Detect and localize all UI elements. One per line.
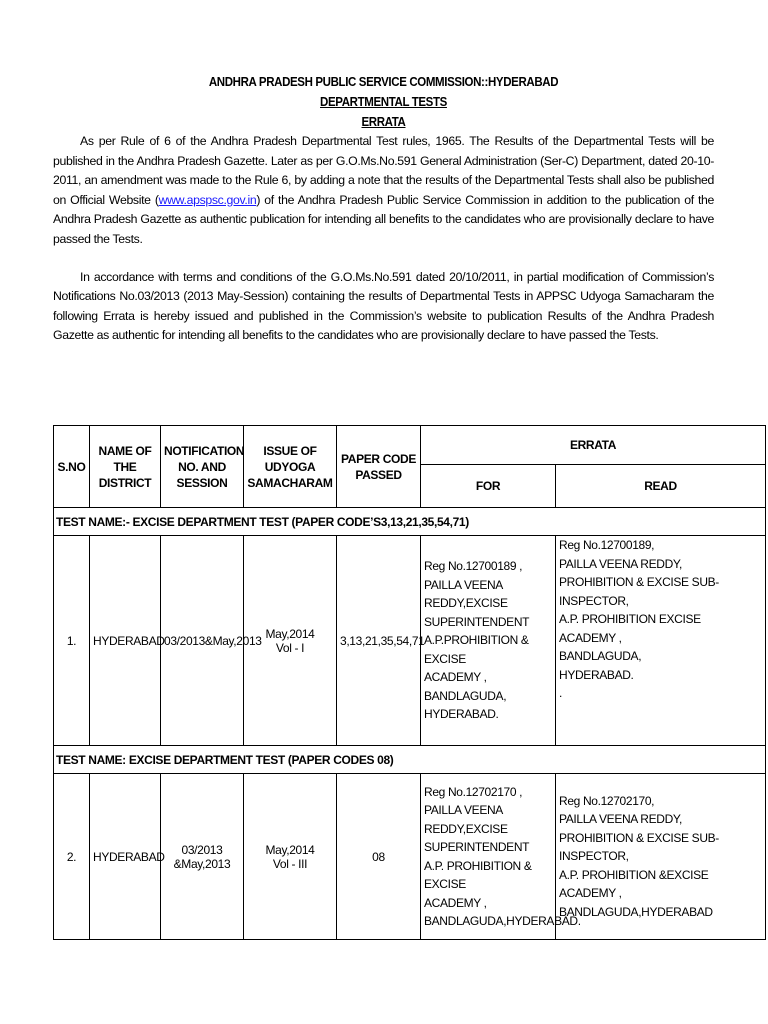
row2-for-line: BANDLAGUDA,HYDERABAD. [424,914,581,928]
col-header-district: NAME OF THE DISTRICT [90,426,161,508]
row2-paper-code: 08 [337,774,421,940]
row1-read-line: INSPECTOR, [559,593,629,608]
row2-read-line: INSPECTOR, [559,849,629,864]
paragraph-rule6 [53,132,714,250]
row1-for-line: SUPERINTENDENT [424,614,530,629]
row2-read [556,774,766,940]
test-name-1: TEST NAME:- EXCISE DEPARTMENT TEST (PAPER CODE’S3,13,21,35,54,71) [54,508,766,536]
row2-for-line: ACADEMY , [424,895,487,910]
paragraph-go591 [53,268,714,346]
row2-for-line: SUPERINTENDENT [424,840,530,854]
row2-for [421,774,581,940]
col-header-sno: S.NO [54,426,90,508]
row1-district: HYDERABAD [90,536,161,746]
row2-sno: 2. [54,774,90,940]
row1-for-line: Reg No.12700189 , [424,559,523,574]
row1-for [421,536,556,746]
row1-paper-code: 3,13,21,35,54,71 [337,536,421,746]
org-title: ANDHRA PRADESH PUBLIC SERVICE COMMISSION::HYDERABAD [208,75,559,89]
test-name-2: TEST NAME: EXCISE DEPARTMENT TEST (PAPER CODES 08) [54,746,766,774]
row2-for-line: A.P. PROHIBITION & EXCISE [424,858,532,891]
row2-read-line: BANDLAGUDA,HYDERABAD [559,904,713,919]
row1-issue-line1: May,2014 [265,626,315,641]
col-header-issue: ISSUE OF UDYOGA SAMACHARAM [244,426,337,508]
row1-read [556,536,766,746]
col-header-notification: NOTIFICATION NO. AND SESSION [161,426,244,508]
section-row [54,746,766,774]
row1-issue-line2: Vol - I [275,640,305,655]
table-row [54,536,766,746]
row1-for-line: REDDY,EXCISE [424,596,508,611]
row1-read-line: PROHIBITION & EXCISE SUB- [559,575,719,589]
row1-for-line: BANDLAGUDA, [424,688,507,703]
document-page [53,72,714,346]
row1-sno: 1. [54,536,90,746]
row2-notification [161,774,244,940]
row1-read-line: ACADEMY , [559,630,622,645]
table-row [54,774,766,940]
col-header-for: FOR [421,465,556,508]
row2-issue-line2: Vol - III [272,856,308,871]
paragraph-go591-text: In accordance with terms and conditions of the G.O.Ms.No.591 dated 20/10/2011, in partial modification of Commission’s Notifications No.03/2013 (2013 May-Session) containing the results of Departmental Tests in APPSC Udyoga Samacharam the following Errata is hereby issued and published in the Commission’s website to publication Results of the Andhra Pradesh Gazette as authentic for intending all benefits to the candidates who are provisionally declare to have passed the Tests. [53,269,714,343]
row2-read-line: A.P. PROHIBITION &EXCISE [559,867,709,882]
col-header-read: READ [556,465,766,508]
row2-for-line: REDDY,EXCISE [424,821,508,836]
row2-read-line: ACADEMY , [559,886,622,901]
col-header-errata: ERRATA [421,426,766,465]
doc-type: ERRATA [361,115,406,129]
row1-read-line: HYDERABAD. [559,667,634,682]
paragraph-rule6-text-a: As per Rule of 6 of the Andhra Pradesh Departmental Test rules, 1965. The Results of the Departmental Tests will be published in the Andhra Pradesh Gazette. Later as per G.O.Ms.No.591 General Administration (Ser-C) Department, dated 20-10-2011, an amendment was made to the Rule 6, by adding a note that the results of the Departmental Tests shall also be published on Official Website ( [53,134,714,207]
row2-read-line: PAILLA VEENA REDDY, [559,812,682,827]
errata-table [53,425,766,940]
col-header-paper-code: PAPER CODE PASSED [337,426,421,508]
row2-for-line: Reg No.12702170 , [424,784,523,799]
row1-for-line: ACADEMY , [424,670,487,685]
row1-notification: 03/2013&May,2013 [161,536,244,746]
row2-read-line: PROHIBITION & EXCISE SUB- [559,830,719,845]
row2-district: HYDERABAD [90,774,161,940]
row1-read-line: BANDLAGUDA, [559,649,642,663]
row2-issue-line1: May,2014 [265,842,315,857]
row1-for-line: A.P.PROHIBITION & EXCISE [424,633,529,666]
section-row [54,508,766,536]
row2-notification-line1: 03/2013 [181,842,223,857]
row2-for-line: PAILLA VEENA [424,803,503,817]
website-link[interactable]: www.apspsc.gov.in [158,192,257,207]
row1-read-line: A.P. PROHIBITION EXCISE [559,612,701,626]
row2-issue [244,774,337,940]
paragraph-rule6-text-b: ) of the Andhra Pradesh Public Service Commission in addition to the publication of the Andhra Pradesh Gazette as authentic publication for intending all benefits to the candidates who are provisionally declare to have passed the Tests. [53,192,715,246]
row1-for-line: HYDERABAD. [424,707,499,722]
row2-read-line: Reg No.12702170, [559,793,655,808]
row1-read-line: PAILLA VEENA REDDY, [559,556,682,571]
doc-subtitle: DEPARTMENTAL TESTS [320,95,447,109]
row1-read-line: Reg No.12700189, [559,538,655,552]
row2-notification-line2: &May,2013 [173,856,231,871]
row1-read-line: . [559,686,562,700]
row1-for-line: PAILLA VEENA [424,577,503,592]
